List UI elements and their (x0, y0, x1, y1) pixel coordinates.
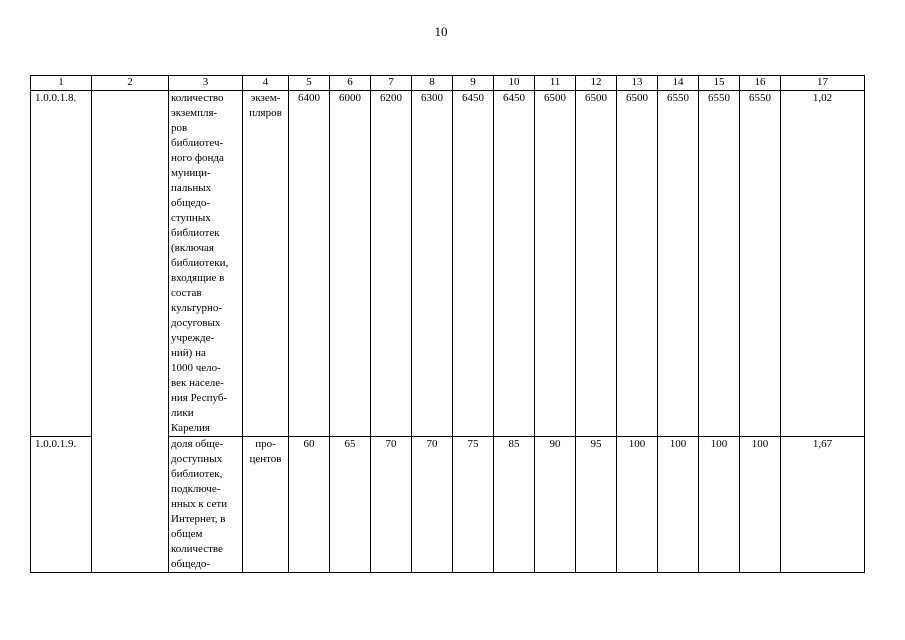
column-header: 7 (371, 76, 412, 91)
row-value: 6500 (617, 91, 658, 437)
column-header: 13 (617, 76, 658, 91)
column-header: 8 (412, 76, 453, 91)
column-header: 16 (740, 76, 781, 91)
row-col2 (92, 437, 169, 573)
row-code: 1.0.0.1.9. (31, 437, 92, 573)
table-row (31, 91, 865, 437)
column-header: 5 (289, 76, 330, 91)
column-header: 14 (658, 76, 699, 91)
row-value: 100 (699, 437, 740, 573)
row-value: 6550 (740, 91, 781, 437)
row-col17: 1,67 (781, 437, 865, 573)
row-value: 6500 (576, 91, 617, 437)
row-value: 6450 (494, 91, 535, 437)
column-header: 3 (169, 76, 243, 91)
column-header: 9 (453, 76, 494, 91)
row-value: 6300 (412, 91, 453, 437)
row-col17: 1,02 (781, 91, 865, 437)
column-header: 1 (31, 76, 92, 91)
row-value: 6450 (453, 91, 494, 437)
row-unit: экзем- пляров (243, 91, 289, 437)
row-value: 6550 (658, 91, 699, 437)
row-code: 1.0.0.1.8. (31, 91, 92, 437)
row-value: 65 (330, 437, 371, 573)
column-header: 15 (699, 76, 740, 91)
row-value: 100 (617, 437, 658, 573)
data-table (30, 75, 865, 573)
column-header: 11 (535, 76, 576, 91)
header-row (31, 76, 865, 91)
row-value: 6000 (330, 91, 371, 437)
row-value: 75 (453, 437, 494, 573)
column-header: 17 (781, 76, 865, 91)
row-value: 100 (658, 437, 699, 573)
row-description: доля обще- доступных библиотек, подключе- нных к сети Интернет, в общем количестве общедо- (169, 437, 243, 573)
column-header: 12 (576, 76, 617, 91)
row-value: 95 (576, 437, 617, 573)
row-value: 70 (371, 437, 412, 573)
column-header: 4 (243, 76, 289, 91)
row-value: 6400 (289, 91, 330, 437)
row-unit: про- центов (243, 437, 289, 573)
row-value: 6500 (535, 91, 576, 437)
row-value: 90 (535, 437, 576, 573)
page-number: 10 (434, 24, 448, 39)
table-row (31, 437, 865, 573)
row-value: 85 (494, 437, 535, 573)
column-header: 6 (330, 76, 371, 91)
row-value: 60 (289, 437, 330, 573)
row-value: 6550 (699, 91, 740, 437)
row-value: 70 (412, 437, 453, 573)
row-value: 6200 (371, 91, 412, 437)
row-description: количество экземпля- ров библиотеч- ного фонда муници- пальных общедо- ступных библиотек (включая библиотеки, входящие в состав культурно- досуговых учрежде- ний) на 1000 чело- век населе- ния Респуб- лики Карелия (169, 91, 243, 437)
row-col2 (92, 91, 169, 437)
column-header: 10 (494, 76, 535, 91)
column-header: 2 (92, 76, 169, 91)
row-value: 100 (740, 437, 781, 573)
